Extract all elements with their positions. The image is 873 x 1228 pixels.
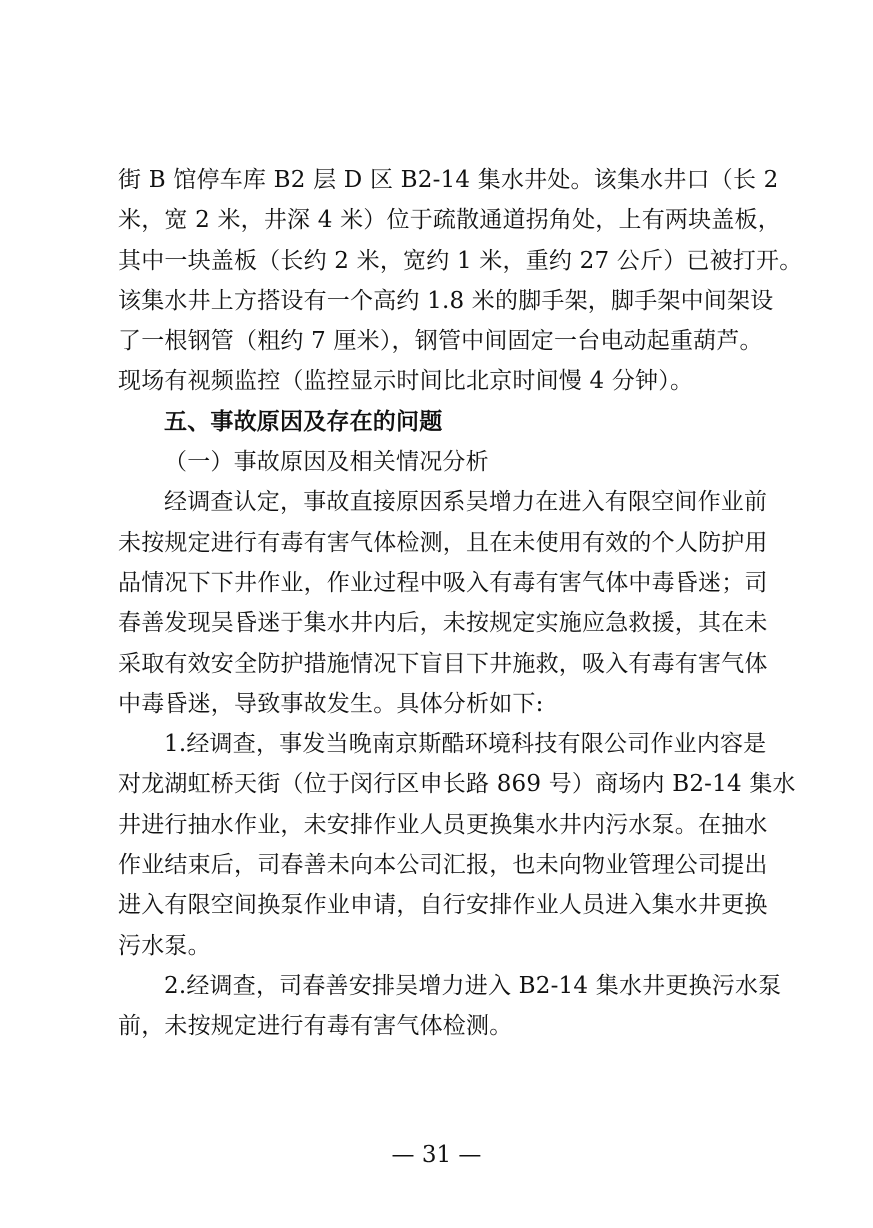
body-text-line: 街 B 馆停车库 B2 层 D 区 B2-14 集水井处。该集水井口（长 2 xyxy=(118,167,779,193)
body-text-line: 现场有视频监控（监控显示时间比北京时间慢 4 分钟）。 xyxy=(118,368,694,395)
body-text-line: 该集水井上方搭设有一个高约 1.8 米的脚手架，脚手架中间架设 xyxy=(118,287,774,314)
body-text-line: 了一根钢管（粗约 7 厘米），钢管中间固定一台电动起重葫芦。 xyxy=(118,328,763,355)
body-text-line: 污水泵。 xyxy=(118,932,211,959)
subsection-heading: （一）事故原因及相关情况分析 xyxy=(164,449,489,476)
paragraph-first-line: 2.经调查，司春善安排吴增力进入 B2-14 集水井更换污水泵 xyxy=(164,972,782,999)
body-text-line: 品情况下下井作业，作业过程中吸入有毒有害气体中毒昏迷；司 xyxy=(118,569,768,596)
body-text-line: 中毒昏迷，导致事故发生。具体分析如下: xyxy=(118,690,544,717)
paragraph-first-line: 1.经调查，事发当晚南京斯酷环境科技有限公司作业内容是 xyxy=(164,731,767,758)
body-text-line: 其中一块盖板（长约 2 米，宽约 1 米，重约 27 公斤）已被打开。 xyxy=(118,247,803,274)
paragraph-first-line: 经调查认定，事故直接原因系吴增力在进入有限空间作业前 xyxy=(164,489,768,516)
page-number: — 31 — xyxy=(391,1142,482,1168)
body-text-line: 进入有限空间换泵作业申请，自行安排作业人员进入集水井更换 xyxy=(118,892,768,919)
body-text-line: 米，宽 2 米，井深 4 米）位于疏散通道拐角处，上有两块盖板， xyxy=(118,207,781,234)
body-text-line: 作业结束后，司春善未向本公司汇报，也未向物业管理公司提出 xyxy=(118,852,768,879)
body-text-line: 前，未按规定进行有毒有害气体检测。 xyxy=(118,1013,513,1040)
body-text-line: 未按规定进行有毒有害气体检测，且在未使用有效的个人防护用 xyxy=(118,529,768,556)
body-text-line: 对龙湖虹桥天街（位于闵行区申长路 869 号）商场内 B2-14 集水 xyxy=(118,771,796,798)
body-text-line: 采取有效安全防护措施情况下盲目下井施救，吸入有毒有害气体 xyxy=(118,650,768,677)
section-heading: 五、事故原因及存在的问题 xyxy=(164,408,443,435)
body-text-line: 春善发现吴昏迷于集水井内后，未按规定实施应急救援，其在未 xyxy=(118,610,768,637)
document-body xyxy=(118,160,803,1047)
body-text-line: 井进行抽水作业，未安排作业人员更换集水井内污水泵。在抽水 xyxy=(118,811,768,838)
